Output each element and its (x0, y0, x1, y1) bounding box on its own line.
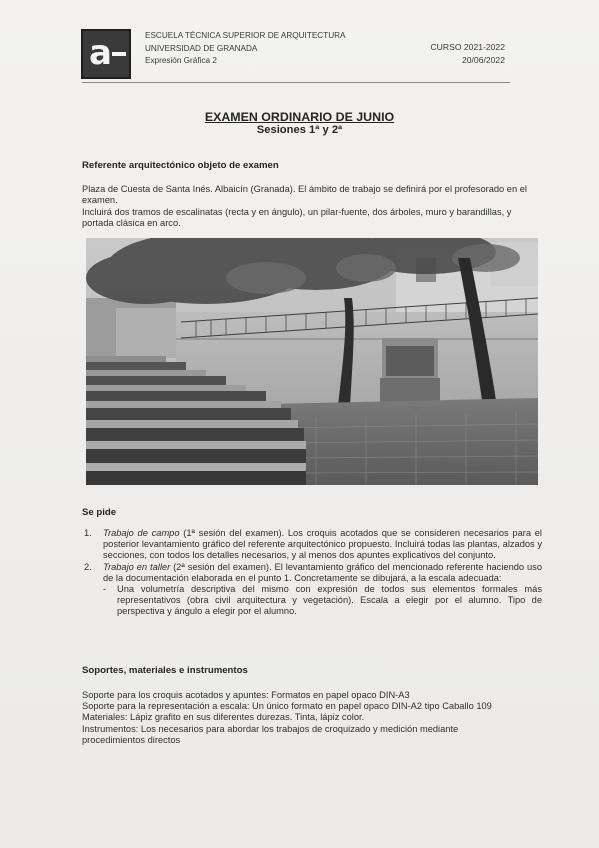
soporte-line: Soporte para los croquis acotados y apuntes: Formatos en papel opaco DIN-A3 (82, 690, 410, 700)
school-logo (81, 29, 131, 79)
sub-dash: - (103, 584, 107, 595)
sub-item (103, 584, 542, 618)
item-emphasis: Trabajo de campo (103, 528, 180, 538)
instrumentos-line: Instrumentos: Los necesarios para abordar los trabajos de croquizado y medición mediante (82, 723, 459, 734)
list-item (82, 528, 542, 562)
list-item (82, 562, 542, 618)
list-number: 2. (84, 561, 92, 572)
item-text: (2ª sesión del examen). El levantamiento gráfico del mencionado referente haciendo uso de la documentación elaborada en el punto 1. Concretamente se dibujará, a la escala adecuada: (103, 561, 542, 583)
exam-date: 20/06/2022 (461, 54, 505, 65)
list-number: 1. (84, 528, 92, 538)
subject-name: Expresión Gráfica 2 (145, 56, 217, 65)
sub-item-text: Una volumetría descriptiva del mismo con expresión de todos sus elementos formales más representativos (obra civil arquitectura y vegetación). Escala a elegir por el alumno. Tipo de perspectiva y ángulo a elegir por el alumno. (117, 584, 542, 617)
logo-dash (112, 52, 126, 56)
item-emphasis: Trabajo en taller (103, 561, 171, 572)
soporte-line: Soporte para la representación a escala: Un único formato en papel opaco DIN-A2 tipo Caballo 109 (82, 701, 492, 712)
exam-subtitle: Sesiones 1ª y 2ª (256, 124, 343, 136)
instrumentos-line: procedimientos directos (82, 734, 181, 745)
header-divider (82, 82, 510, 83)
school-name: ESCUELA TÉCNICA SUPERIOR DE ARQUITECTURA (145, 31, 346, 40)
course-info (430, 41, 505, 66)
referente-paragraph-1: Plaza de Cuesta de Santa Inés. Albaicín (Granada). El ámbito de trabajo se definirá por el profesorado en el examen. (82, 184, 527, 206)
university-name: UNIVERSIDAD DE GRANADA (145, 43, 258, 53)
school-header (145, 30, 345, 68)
item-text: (1ª sesión del examen). Los croquis acotados que se consideren necesarios para el posterior levantamiento gráfico del referente arquitectónico propuesto. Incluirá todas las plantas, alzados y secciones, con todos los detalles necesarios, y al menos dos apuntes explicativos del conjunto. (103, 528, 542, 561)
se-pide-list (82, 528, 542, 618)
materiales-line: Materiales: Lápiz grafito en sus diferentes durezas. Tinta, lápiz color. (82, 712, 365, 723)
se-pide-heading: Se pide (82, 507, 117, 518)
course-year: CURSO 2021-2022 (430, 42, 505, 52)
soportes-list (82, 690, 542, 746)
soportes-heading: Soportes, materiales e instrumentos (82, 665, 248, 676)
referente-paragraph-2: Incluirá dos tramos de escalinatas (recta y en ángulo), un pilar-fuente, dos árboles, muro y barandillas, y portada clásica en arco. (82, 207, 512, 229)
logo-letter: a (89, 33, 112, 73)
referente-heading: Referente arquitectónico objeto de examen (82, 160, 279, 171)
plaza-photo (86, 238, 538, 485)
exam-title: EXAMEN ORDINARIO DE JUNIO (204, 110, 395, 124)
